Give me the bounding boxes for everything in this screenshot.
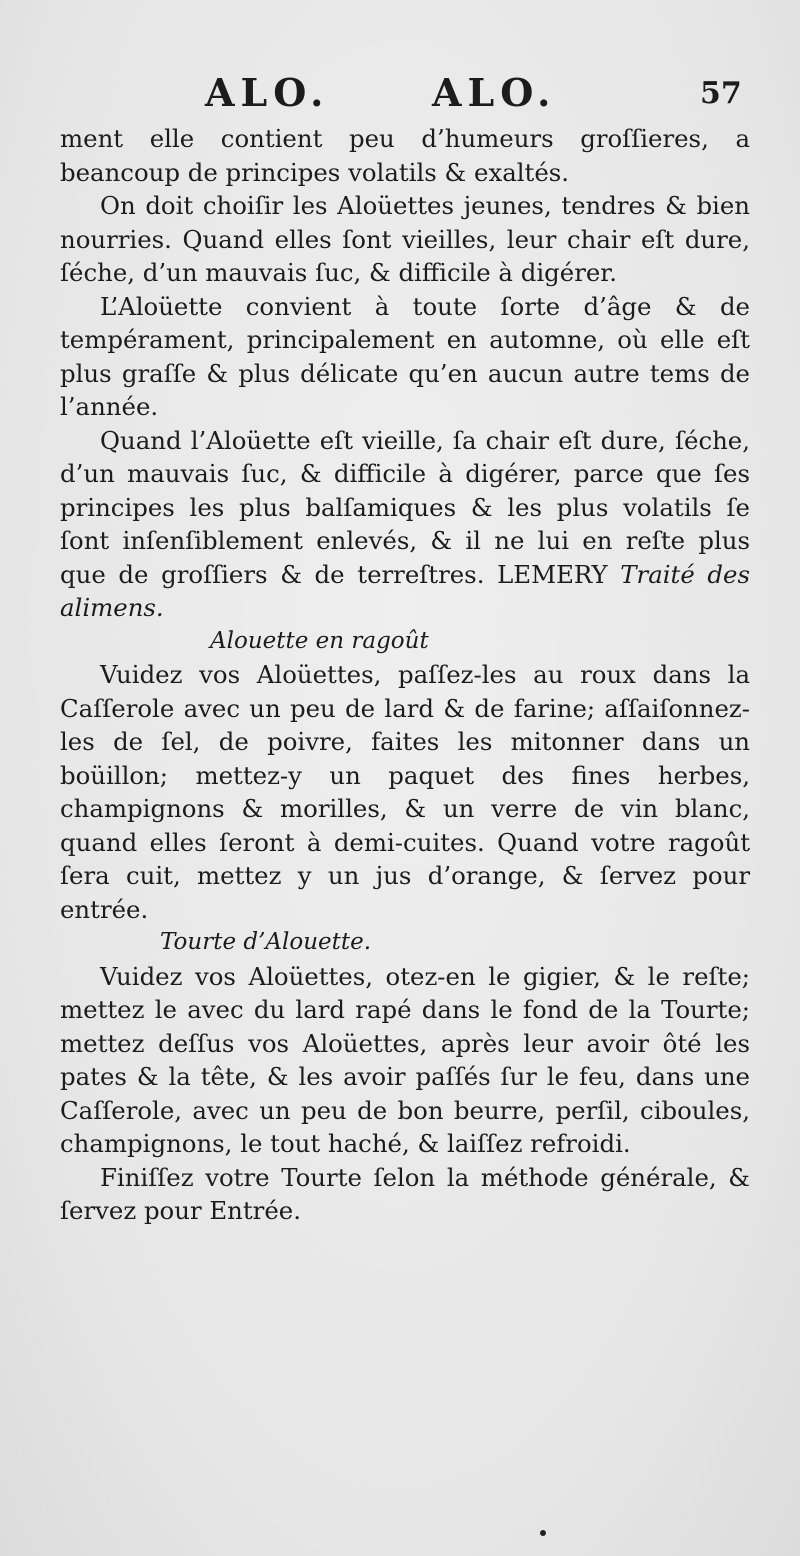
body-text — [60, 122, 750, 1228]
citation: Traité des alimens. — [60, 559, 750, 622]
paragraph-temperament: L’Aloüette convient à toute ſorte d’âge & de tempérament, principalement en automne, où elle eſt plus graſſe & plus délicate qu’en aucun autre tems de l’année. — [60, 291, 750, 421]
page-number: 57 — [700, 76, 742, 111]
recipe-title-ragout: Alouette en ragoût — [210, 627, 429, 654]
paragraph-old-lark-text: Quand l’Aloüette eſt vieille, ſa chair eſt dure, ſéche, d’un mauvais ſuc, & difficile à digérer, parce que ſes principes les plus balſamiques & les plus volatils ſe ſont inſenſiblement enlevés, & il ne lui en reſte plus que de groſſiers & de terreſtres. LEMERY — [60, 425, 750, 589]
running-head — [0, 70, 800, 120]
paragraph-old-lark — [60, 424, 750, 625]
recipe-title-tourte: Tourte d’Alouette. — [160, 929, 372, 955]
running-head-left: ALO. — [205, 70, 330, 115]
paragraph-continuation: ment elle contient peu d’humeurs groſſieres, a beancoup de principes volatils & exaltés. — [60, 124, 750, 187]
ink-spot — [540, 1530, 546, 1536]
recipe-text-tourte: Vuidez vos Aloüettes, otez-en le gigier, & le reſte; mettez le avec du lard rapé dans le fond de la Tourte; mettez deſſus vos Aloüettes, après leur avoir ôté les pates & la tête, & les avoir paſſés ſur le feu, dans une Caſſerole, avec un peu de bon beurre, perſil, ciboules, champignons, le tout haché, & laiſſez refroidi. — [60, 961, 750, 1158]
recipe-text-ragout: Vuidez vos Aloüettes, paſſez-les au roux dans la Caſſerole avec un peu de lard & de farine; aſſaiſonnez-les de ſel, de poivre, faites les mitonner dans un boüillon; mettez-y un paquet des fines herbes, champignons & morilles, & un verre de vin blanc, quand elles ſeront à demi-cuites. Quand votre ragoût ſera cuit, mettez y un jus d’orange, & ſervez pour entrée. — [60, 660, 750, 924]
running-head-right: ALO. — [432, 70, 557, 115]
paragraph-choice: On doit choiſir les Aloüettes jeunes, tendres & bien nourries. Quand elles ſont vieilles, leur chair eſt dure, ſéche, d’un mauvais ſuc, & difficile à digérer. — [60, 191, 750, 287]
recipe-closing-tourte: Finiſſez votre Tourte ſelon la méthode générale, & ſervez pour Entrée. — [60, 1162, 750, 1225]
